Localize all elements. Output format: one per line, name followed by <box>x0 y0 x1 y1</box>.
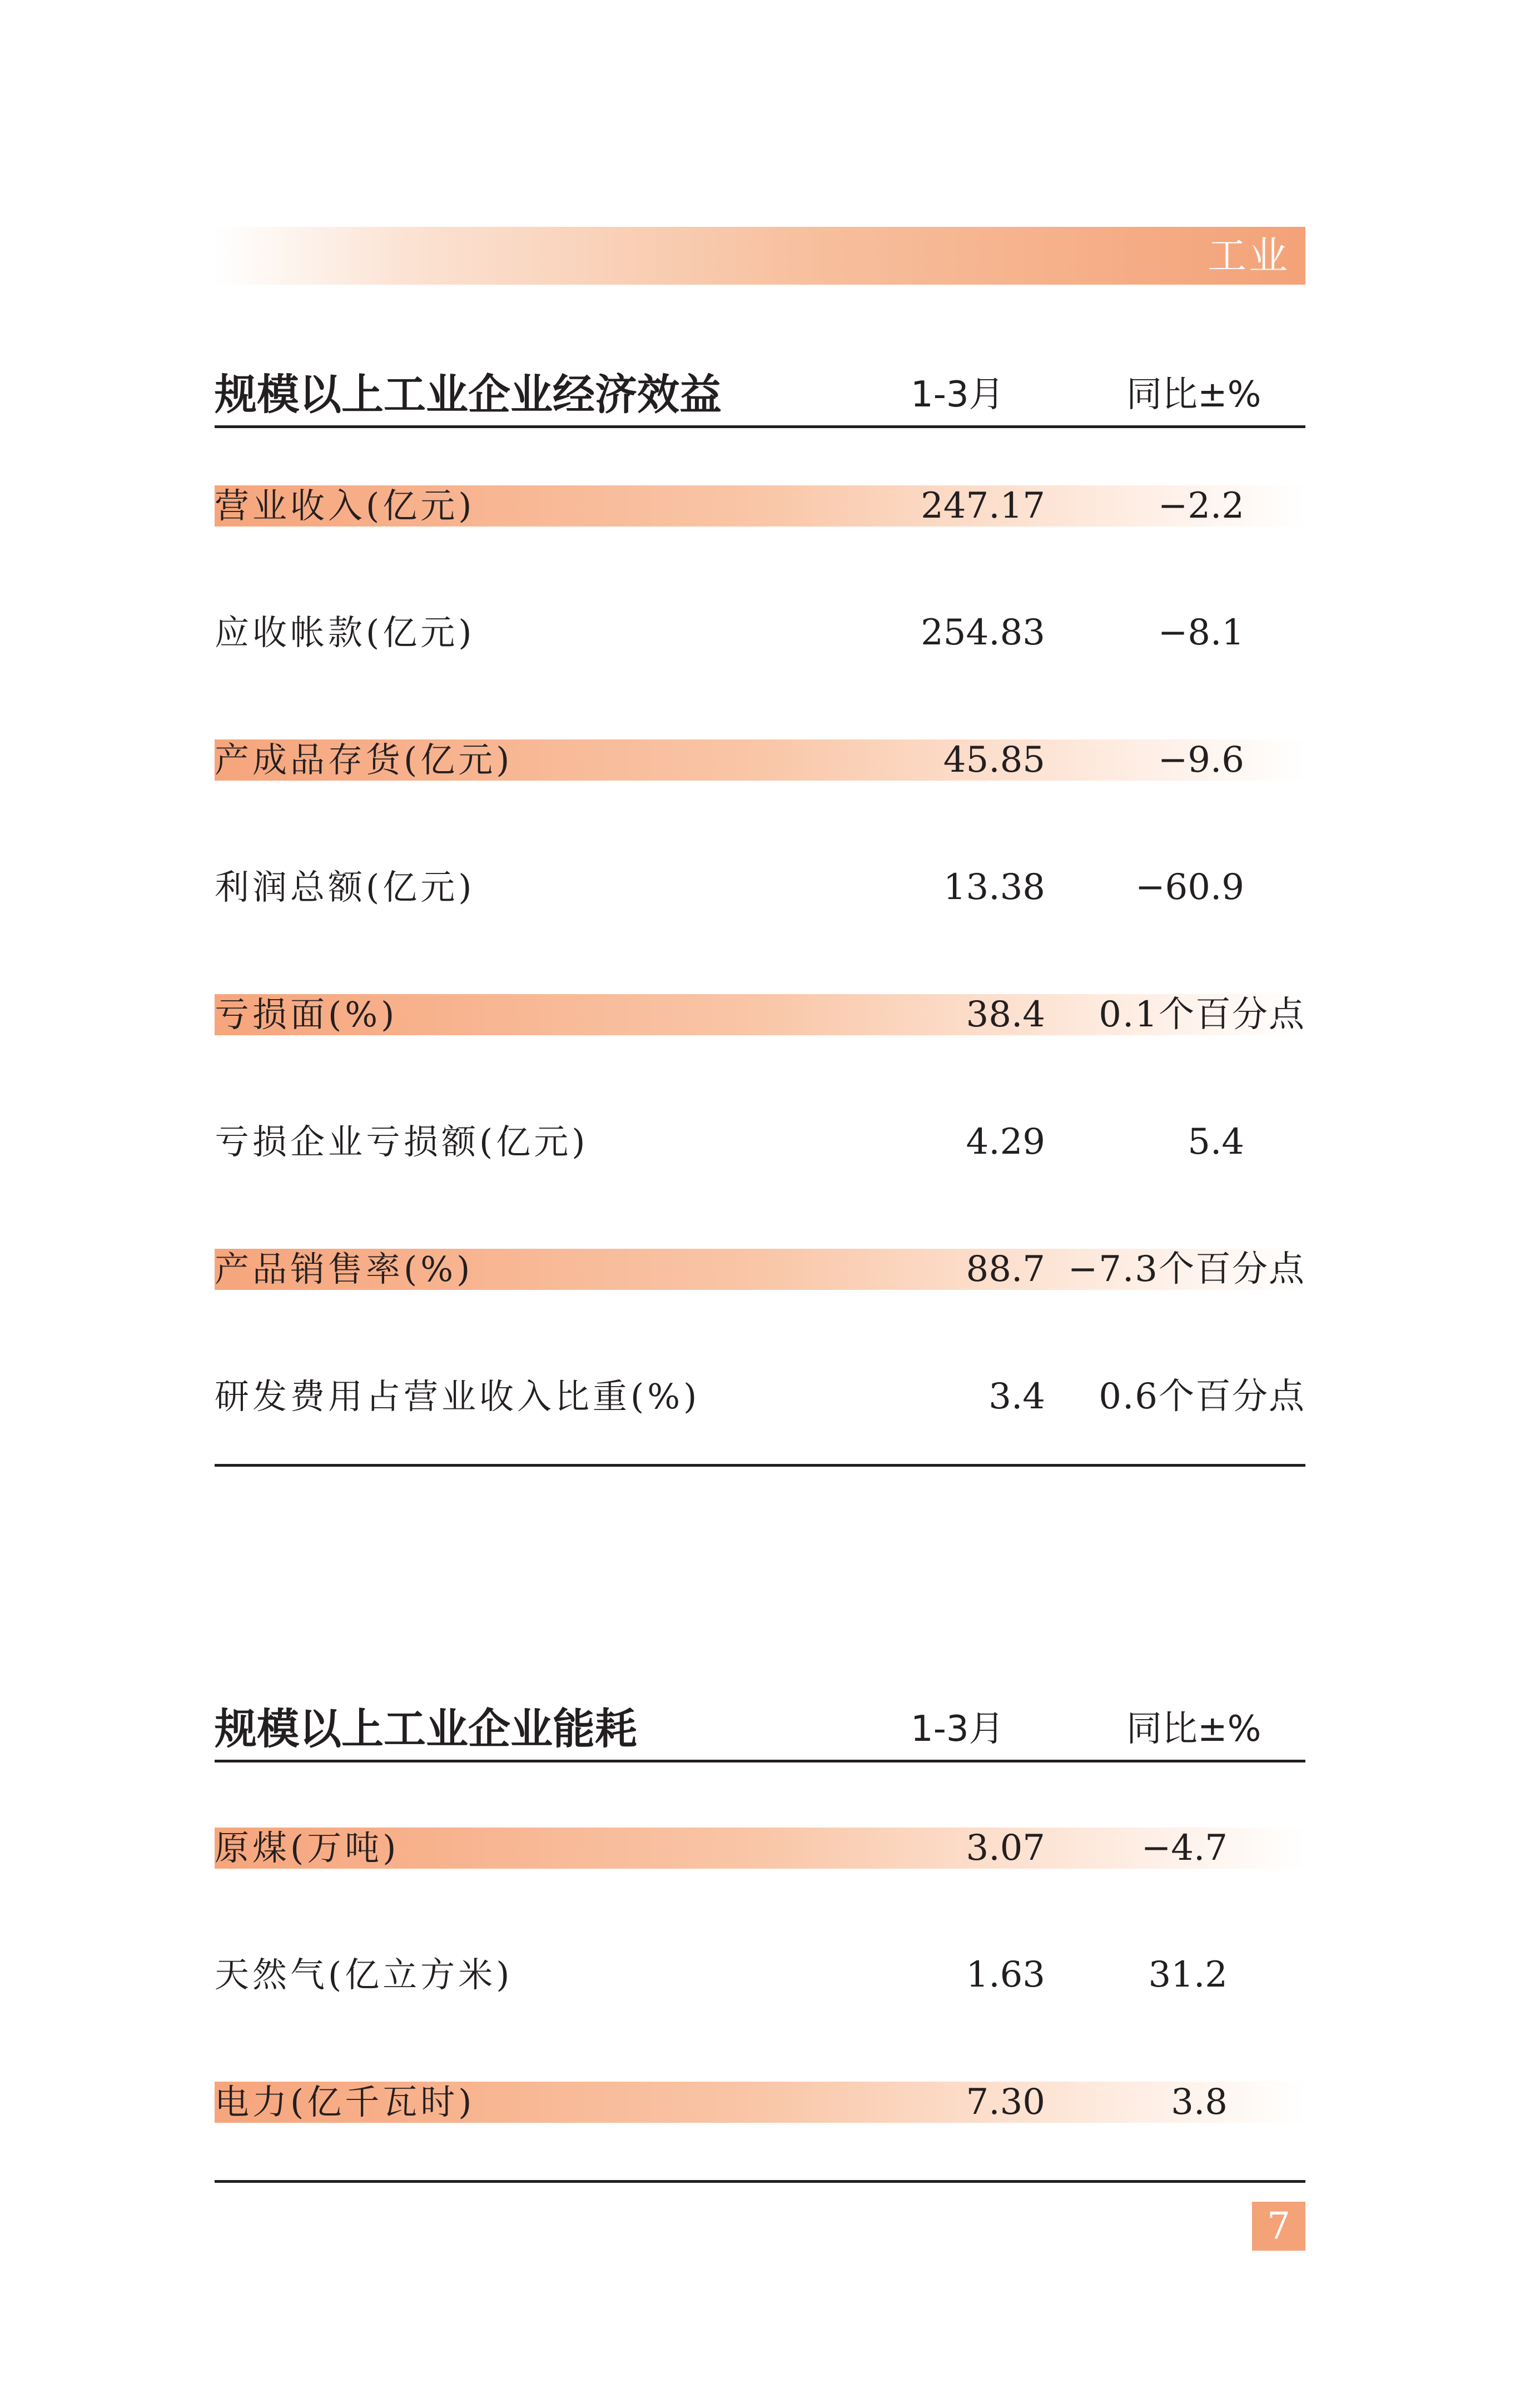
section-banner <box>215 227 1305 285</box>
table2-bottom-rule <box>215 2180 1305 2183</box>
row-value: 38.4 <box>966 994 1045 1035</box>
row-change: −7.3个百分点 <box>1067 1249 1305 1290</box>
page-number: 7 <box>1252 2202 1305 2251</box>
table1-row <box>215 1376 1305 1417</box>
row-value: 88.7 <box>966 1249 1045 1290</box>
table1-title: 规模以上工业企业经济效益 <box>215 370 722 419</box>
row-change: −8.1 <box>1158 612 1244 653</box>
table2-header <box>215 1699 1305 1762</box>
table2-yoy-header: 同比±% <box>1126 1709 1261 1750</box>
table1-row <box>215 612 1305 653</box>
row-change: 31.2 <box>1148 1954 1228 1995</box>
table1-row <box>215 485 1305 527</box>
row-value: 45.85 <box>943 739 1045 781</box>
table1-row <box>215 739 1305 781</box>
table1-bottom-rule <box>215 1464 1305 1467</box>
row-value: 247.17 <box>921 485 1045 527</box>
row-label: 研发费用占营业收入比重(%) <box>215 1376 701 1417</box>
table1-row <box>215 1249 1305 1290</box>
row-change: −9.6 <box>1158 739 1244 781</box>
row-label: 亏损企业亏损额(亿元) <box>215 1121 589 1162</box>
row-value: 7.30 <box>966 2082 1045 2123</box>
row-value: 254.83 <box>921 612 1045 653</box>
row-label: 原煤(万吨) <box>215 1828 400 1868</box>
row-value: 3.4 <box>988 1376 1045 1417</box>
row-label: 亏损面(%) <box>215 994 398 1035</box>
section-title: 工业 <box>1208 233 1290 279</box>
row-change: −60.9 <box>1135 867 1244 908</box>
row-value: 4.29 <box>966 1121 1045 1163</box>
table2-row <box>215 1954 1305 1995</box>
row-change: 0.6个百分点 <box>1099 1376 1305 1417</box>
row-label: 应收帐款(亿元) <box>215 612 475 653</box>
table1-header <box>215 364 1305 428</box>
table2-period-header: 1-3月 <box>911 1709 1005 1750</box>
row-change: 5.4 <box>1188 1121 1244 1163</box>
row-label: 产成品存货(亿元) <box>215 739 513 780</box>
row-change: 3.8 <box>1171 2082 1228 2123</box>
row-label: 天然气(亿立方米) <box>215 1954 513 1995</box>
table1-yoy-header: 同比±% <box>1126 374 1261 415</box>
table1-period-header: 1-3月 <box>911 374 1005 415</box>
table1-row <box>215 1121 1305 1163</box>
table1-row <box>215 867 1305 908</box>
row-label: 产品销售率(%) <box>215 1249 474 1289</box>
table2-row <box>215 2082 1305 2123</box>
table1-row <box>215 994 1305 1035</box>
row-label: 电力(亿千瓦时) <box>215 2082 475 2122</box>
row-value: 3.07 <box>966 1828 1045 1869</box>
table2-title: 规模以上工业企业能耗 <box>215 1704 637 1754</box>
row-change: 0.1个百分点 <box>1099 994 1305 1035</box>
row-label: 利润总额(亿元) <box>215 867 475 907</box>
row-change: −4.7 <box>1141 1828 1228 1869</box>
table2-row <box>215 1828 1305 1869</box>
row-value: 1.63 <box>966 1954 1045 1995</box>
row-value: 13.38 <box>943 867 1045 908</box>
row-change: −2.2 <box>1158 485 1244 527</box>
row-label: 营业收入(亿元) <box>215 485 475 526</box>
